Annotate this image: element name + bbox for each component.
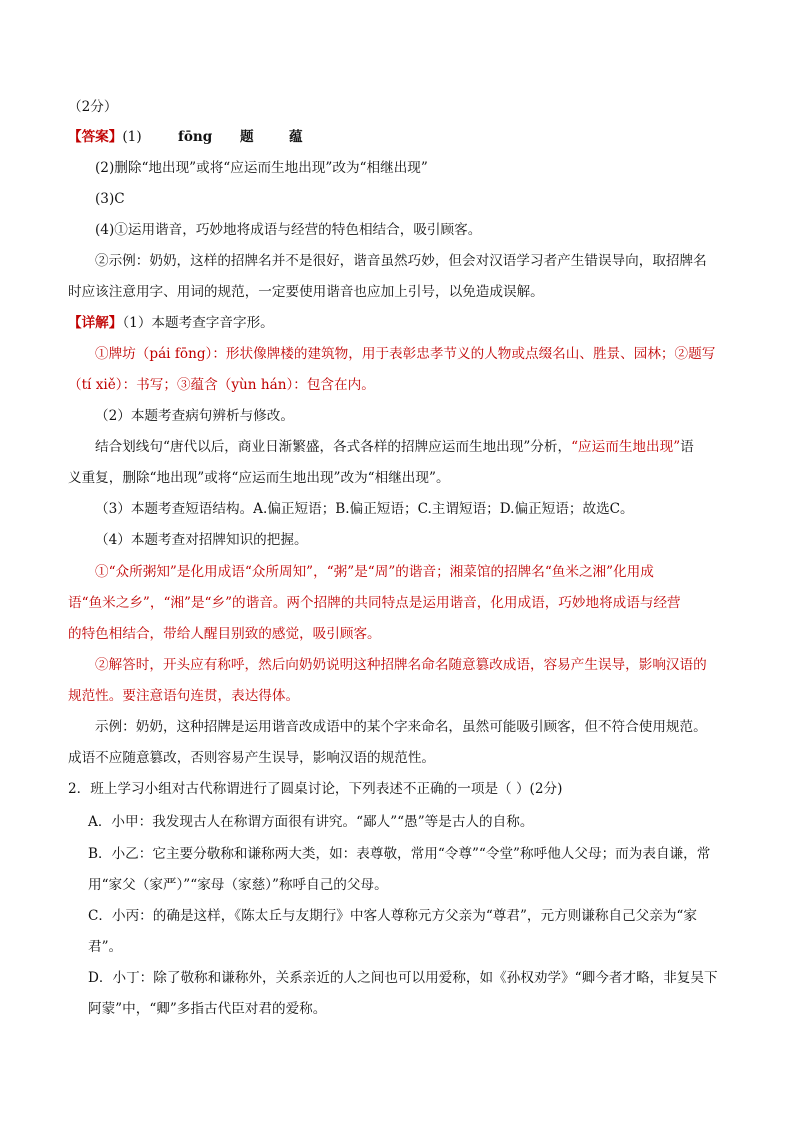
- explain-tag: 【详解】: [68, 315, 123, 331]
- explain-p2-text-c: 语: [680, 439, 694, 455]
- answer-line-1: [68, 127, 142, 147]
- explain-p4-title: （4）本题考查对招牌知识的把握。: [95, 532, 308, 548]
- question-2-option-b-line-2: 用“家父（家严）”“家母（家慈）”称呼自己的父母。: [88, 877, 388, 893]
- score-header: （2分）: [68, 99, 118, 115]
- question-2-option-b-line-1: B．小乙：它主要分敬称和谦称两大类，如：表尊敬，常用“令尊”“令堂”称呼他人父母；而为表自谦，常: [88, 846, 711, 862]
- answer-tag: 【答案】: [68, 129, 123, 145]
- answer-q1-item-3: 蕴: [289, 129, 303, 145]
- explain-p2-title: （2）本题考查病句辨析与修改。: [95, 408, 294, 424]
- explain-p4-line-3: 的特色相结合，带给人醒目别致的感觉，吸引顾客。: [68, 626, 381, 642]
- explain-p3: （3）本题考查短语结构。A.偏正短语；B.偏正短语；C.主谓短语；D.偏正短语；故选C。: [95, 501, 634, 517]
- explain-p4-2-line-1: ②解答时，开头应有称呼，然后向奶奶说明这种招牌名命名随意篡改成语，容易产生误导，影响汉语的: [95, 657, 707, 673]
- answer-q1-num: (1): [122, 129, 142, 145]
- answer-q4-1: (4)①运用谐音，巧妙地将成语与经营的特色相结合，吸引顾客。: [95, 222, 482, 238]
- question-2-option-c-line-2: 君”。: [88, 939, 123, 955]
- explain-p1-line-1: ①牌坊（pái fōng）：形状像牌楼的建筑物，用于表彰忠孝节义的人物或点缀名山、胜景、园林；②题写: [95, 346, 716, 362]
- answer-q3: (3)C: [95, 191, 125, 207]
- explain-p2-text-b: “应运而生地出现”: [571, 439, 681, 455]
- question-2-option-d-line-1: D．小丁：除了敬称和谦称外，关系亲近的人之间也可以用爱称，如《孙权劝学》“卿今者才略，非复吴下: [88, 970, 718, 986]
- answer-q2: (2)删除“地出现”或将“应运而生地出现”改为“相继出现”: [95, 160, 428, 176]
- answer-q4-2-line-2: 时应该注意用字、用词的规范，一定要使用谐音也应加上引号，以免造成误解。: [68, 284, 544, 300]
- explain-p2-text-a: 结合划线句“唐代以后，商业日渐繁盛，各式各样的招牌应运而生地出现”分析，: [95, 439, 572, 455]
- explain-line-1: [68, 313, 274, 333]
- explain-p1-line-2: （tí xiě）：书写；③蕴含（yùn hán）：包含在内。: [68, 377, 375, 393]
- question-2-option-c-line-1: C．小丙：的确是这样，《陈太丘与友期行》中客人尊称元方父亲为“尊君”，元方则谦称自己父亲为“家: [88, 908, 697, 924]
- answer-q4-2-line-1: ②示例：奶奶，这样的招牌名并不是很好，谐音虽然巧妙，但会对汉语学习者产生错误导向，取招牌名: [95, 253, 707, 269]
- explain-p4-2-line-2: 规范性。要注意语句连贯，表达得体。: [68, 688, 300, 704]
- explain-example-line-1: 示例：奶奶，这种招牌是运用谐音改成语中的某个字来命名，虽然可能吸引顾客，但不符合使用规范。: [95, 719, 707, 735]
- explain-p4-line-1: ①“众所粥知”是化用成语“众所周知”，“粥”是“周”的谐音；湘菜馆的招牌名“鱼米之湘”化用成: [95, 564, 654, 580]
- question-2-option-d-line-2: 阿蒙”中，“卿”多指古代臣对君的爱称。: [88, 1001, 327, 1017]
- explain-p1-title: （1）本题考查字音字形。: [122, 315, 274, 331]
- explain-example-line-2: 成语不应随意篡改，否则容易产生误导，影响汉语的规范性。: [68, 750, 436, 766]
- explain-p4-line-2: 语“鱼米之乡”，“湘”是“乡”的谐音。两个招牌的共同特点是运用谐音，化用成语，巧妙地将成语与经营: [68, 595, 681, 611]
- answer-q1-item-1: fōng: [178, 129, 213, 145]
- question-2-option-a: A．小甲：我发现古人在称谓方面很有讲究。“鄙人”“愚”等是古人的自称。: [88, 814, 534, 830]
- question-2-stem: 2．班上学习小组对古代称谓进行了圆桌讨论，下列表述不正确的一项是（ ）(2分): [68, 781, 563, 797]
- explain-p2-line-1: [95, 437, 694, 457]
- explain-p2-line-2: 义重复，删除“地出现”或将“应运而生地出现”改为“相继出现”。: [68, 470, 450, 486]
- answer-q1-item-2: 题: [240, 129, 254, 145]
